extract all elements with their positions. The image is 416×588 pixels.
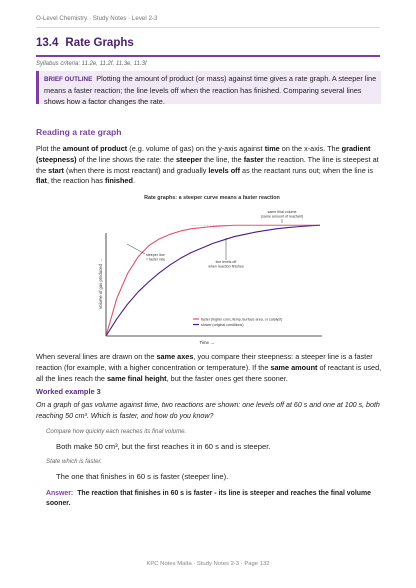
section-title-text: Rate Graphs <box>65 37 134 49</box>
legend-label-slower: slower (original conditions) <box>201 323 244 327</box>
section-title <box>36 37 134 49</box>
header-divider <box>36 27 380 28</box>
title-divider <box>36 55 380 57</box>
annotation-final-volume-line1: same final volume <box>267 210 297 214</box>
annotation-final-volume-line2: (same amount of reactant) <box>260 214 304 219</box>
running-head: O-Level Chemistry · Study Notes · Level 2-3 <box>36 15 158 22</box>
brief-outline-tag: BRIEF OUTLINE <box>44 76 93 83</box>
annotation-levels-off-line2: when reaction finishes <box>208 264 244 269</box>
reading-heading: Reading a rate graph <box>36 127 122 137</box>
annotation-levels-off-line1: line levels off <box>215 260 237 264</box>
section-number: 13.4 <box>36 37 59 49</box>
reading-paragraph-1: Plot the amount of product (e.g. volume of gas) on the y-axis against time on the x-axis. The gradient (steepness) of the line shows the rate: the steeper the line, the faster the reaction. The line is steepest at the start (when there is most reactant) and gradually levels off as the reactant runs out; when the line is flat, the reaction has finished. <box>36 144 379 186</box>
syllabus-criteria: Syllabus criteria: 11.2e, 11.2f, 11.3e, 11.3f <box>36 61 147 67</box>
brief-outline-text: Plotting the amount of product (or mass) against time gives a rate graph. A steeper line means a faster reaction; the line levels off when the reaction has finished. Comparing several lines shows how a factor changes the rate. <box>44 74 377 106</box>
worked-example-note-2: State which is faster. <box>46 458 102 465</box>
answer-text: The reaction that finishes in 60 s is faster - its line is steeper and reaches the final volume sooner. <box>46 490 371 508</box>
worked-example-question: On a graph of gas volume against time, two reactions are shown: one levels off at 60 s and one at 100 s, both reaching 50 cm³. Which is faster, and how do you know? <box>36 401 380 420</box>
annotation-steeper-line1: steeper line <box>146 253 165 257</box>
page-footer: KPC Notes Malta · Study Notes 2-3 · Page 132 <box>146 561 270 567</box>
worked-example-answer <box>46 489 382 510</box>
rate-graph-chart <box>94 188 330 348</box>
worked-example-note-1: Compare how quickly each reaches its final volume. <box>46 428 187 435</box>
answer-label: Answer: <box>46 490 74 497</box>
annotation-steeper-pointer <box>127 244 145 254</box>
annotation-steeper-line2: = faster rate <box>146 257 166 262</box>
worked-example-heading: Worked example 3 <box>36 387 101 396</box>
y-axis-label: Volume of gas produced → <box>98 258 103 310</box>
chart-title: Rate graphs: a steeper curve means a faster reaction <box>144 195 280 201</box>
x-axis-label: Time → <box>199 340 215 345</box>
chart-legend <box>193 318 282 328</box>
brief-outline-box <box>36 71 381 104</box>
reading-paragraph-2: When several lines are drawn on the same axes, you compare their steepness: a steeper line is a faster reaction (for example, with a higher concentration or temperature). If the same amount of reactant is used, all the lines reach the same final height, but the faster ones get there sooner. <box>36 352 382 383</box>
worked-example-step-1: Both make 50 cm³, but the first reaches it in 60 s and is steeper. <box>56 442 271 451</box>
legend-label-faster: faster (higher conc./temp./surface area, or catalyst) <box>201 317 283 322</box>
worked-example-step-2: The one that finishes in 60 s is faster (steeper line). <box>56 472 229 481</box>
